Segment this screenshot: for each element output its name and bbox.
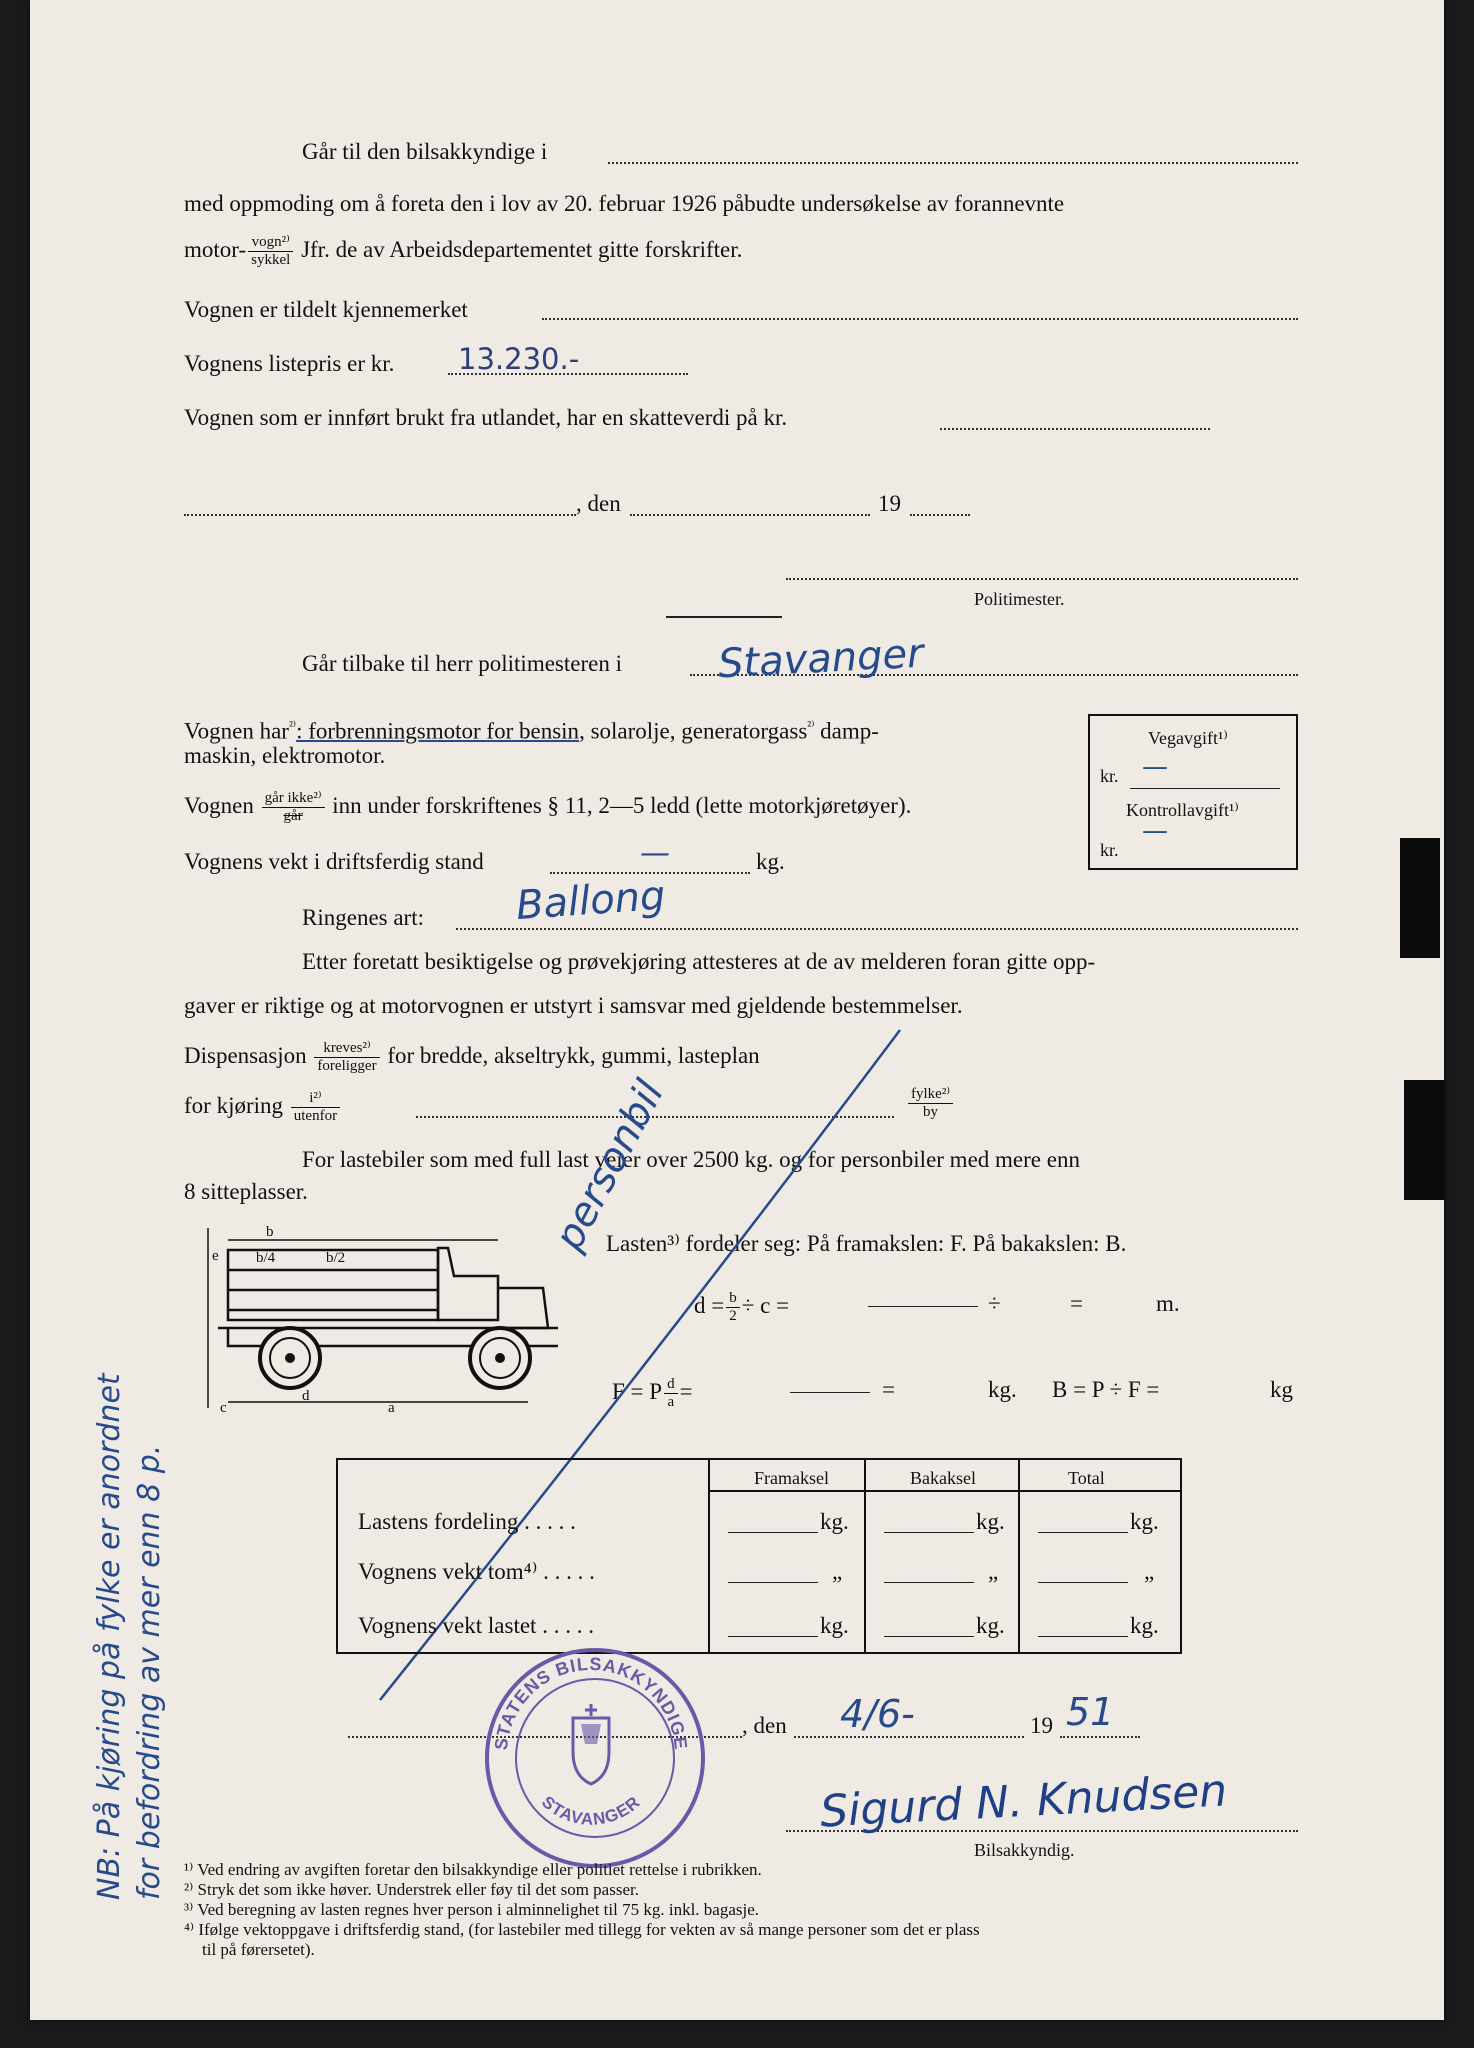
cell-2-0-unit: kg. — [820, 1613, 849, 1638]
vegavgift-field[interactable] — [1130, 788, 1280, 789]
gaar-til-label: Går til den bilsakkyndige i — [302, 139, 548, 164]
formula-d-unit: m. — [1156, 1291, 1180, 1316]
cell-2-0[interactable] — [728, 1636, 818, 1637]
formula-f-eq2: = — [882, 1377, 895, 1402]
fylke-num: fylke²⁾ — [908, 1086, 953, 1104]
ringenes-label: Ringenes art: — [302, 905, 424, 930]
oppmoding-text: med oppmoding om å foreta den i lov av 20. februar 1926 påbudte undersøkelse av forannevnte — [184, 191, 1065, 216]
year-field-2[interactable] — [1060, 1736, 1140, 1738]
ringenes-field[interactable] — [456, 928, 1298, 930]
har-other-options: , solarolje, generatorgass — [579, 718, 808, 744]
diagonal-note: personbil — [546, 1072, 674, 1258]
date-field-1[interactable] — [630, 514, 870, 516]
kr-label-2: kr. — [1100, 840, 1119, 860]
har-line-2: maskin, elektromotor. — [184, 743, 386, 768]
kjoring-label: for kjøring — [184, 1092, 284, 1118]
listepris-value: 13.230.- — [458, 342, 580, 376]
cell-2-2-unit: kg. — [1130, 1613, 1159, 1638]
kjoring-den: utenfor — [293, 1108, 338, 1124]
sykkel-den: sykkel — [251, 252, 291, 268]
cell-1-2-unit: „ — [1144, 1559, 1155, 1584]
signature: Sigurd N. Knudsen — [818, 1765, 1229, 1838]
formula-f-left: F = P — [612, 1378, 663, 1404]
footnote-4-cont: til på førersetet). — [202, 1940, 315, 1959]
cell-2-1-unit: kg. — [976, 1613, 1005, 1638]
lastebil-line-2: 8 sitteplasser. — [184, 1179, 308, 1204]
vekt-label: Vognens vekt i driftsferdig stand — [184, 849, 484, 874]
formula-f-num: d — [664, 1376, 678, 1394]
place-stavanger: Stavanger — [716, 630, 925, 688]
den-label-2: , den — [742, 1713, 787, 1738]
formula-d-2: 2 — [729, 1308, 737, 1324]
kjoring-line — [184, 1090, 342, 1125]
disp-label: Dispensasjon — [184, 1042, 307, 1068]
disp-num: kreves²⁾ — [314, 1040, 379, 1058]
vognen-har-line — [184, 712, 879, 746]
disp-rest: for bredde, akseltrykk, gummi, lasteplan — [387, 1042, 760, 1068]
vekt-kg: kg. — [756, 849, 785, 874]
cell-1-1[interactable] — [884, 1582, 974, 1583]
stamp-text — [485, 1648, 697, 1860]
cell-2-2[interactable] — [1038, 1636, 1128, 1637]
footnote-2: ²⁾ Stryk det som ikke høver. Understrek eller føy til det som passer. — [184, 1880, 639, 1899]
har-label: Vognen har — [184, 718, 289, 744]
place-field-1[interactable] — [184, 514, 576, 516]
col-divider-3 — [1018, 1460, 1020, 1652]
kjennemerke-label: Vognen er tildelt kjennemerket — [184, 297, 468, 322]
formula-f-eq: = — [679, 1378, 693, 1404]
form-page — [30, 0, 1444, 2020]
vegavgift-value: — — [1142, 752, 1168, 782]
footnote-1: ¹⁾ Ved endring av avgiften foretar den bilsakkyndige eller politiet rettelse i rubrikken. — [184, 1860, 762, 1879]
official-stamp — [485, 1648, 705, 1868]
dim-label-a: a — [388, 1400, 395, 1416]
kontrollavgift-value: — — [1142, 816, 1168, 846]
lasten-line: Lasten³⁾ fordeler seg: På framakslen: F. På bakakslen: B. — [606, 1231, 1127, 1256]
date-field-2[interactable] — [794, 1736, 1024, 1738]
formula-d-left: d = — [694, 1292, 725, 1318]
kjoring-fraction — [291, 1090, 340, 1125]
cell-0-0[interactable] — [728, 1532, 818, 1533]
dim-label-b-half: b/2 — [326, 1250, 346, 1266]
cell-0-0-unit: kg. — [820, 1509, 849, 1534]
truck-rear-wheel — [260, 1328, 320, 1388]
listepris-label: Vognens listepris er kr. — [184, 351, 395, 376]
den-label-1: , den — [576, 491, 621, 516]
row-lastens-fordeling: Lastens fordeling . . . . . — [358, 1509, 576, 1534]
fylke-den: by — [923, 1104, 938, 1120]
gaar-num: går ikke²⁾ — [262, 790, 325, 808]
separator-rule — [666, 616, 782, 618]
binder-clip-1 — [1400, 838, 1440, 958]
vognen-label: Vognen — [184, 792, 254, 818]
cell-1-0[interactable] — [728, 1582, 818, 1583]
formula-b: B = P ÷ F = — [1052, 1377, 1160, 1402]
stamp-bottom-text: STAVANGER — [537, 1792, 645, 1829]
formula-f-den: a — [667, 1394, 675, 1410]
cell-2-1[interactable] — [884, 1636, 974, 1637]
politimester-label: Politimester. — [974, 589, 1065, 609]
kjennemerke-field[interactable] — [542, 318, 1298, 320]
formula-d-b: b — [726, 1290, 740, 1308]
cell-1-0-unit: „ — [832, 1559, 843, 1584]
attest-line-2: gaver er riktige og at motorvognen er utstyrt i samsvar med gjeldende bestemmelser. — [184, 993, 963, 1018]
jfr-text: Jfr. de av Arbeidsdepartementet gitte forskrifter. — [301, 236, 743, 262]
gaar-fraction — [262, 790, 325, 825]
attest-line-1: Etter foretatt besiktigelse og prøvekjøring attesteres at de av melderen foran gitte opp- — [302, 949, 1096, 974]
har-selected-option: : forbrenningsmotor for bensin — [296, 718, 580, 744]
svg-text:STAVANGER — [538, 1792, 644, 1829]
cell-0-2[interactable] — [1038, 1532, 1128, 1533]
har-sup-2: ²⁾ — [807, 718, 815, 733]
vegavgift-label: Vegavgift¹⁾ — [1148, 728, 1228, 748]
header-framaksel: Framaksel — [754, 1468, 829, 1488]
gaar-line — [184, 790, 911, 825]
formula-d-div: ÷ — [988, 1291, 1001, 1316]
bilsakkyndig-label: Bilsakkyndig. — [974, 1840, 1075, 1860]
ringenes-value: Ballong — [514, 872, 667, 930]
footnote-3: ³⁾ Ved beregning av lasten regnes hver person i alminnelighet til 75 kg. inkl. bagasje. — [184, 1900, 760, 1919]
dim-label-d: d — [302, 1388, 310, 1404]
gaar-tilbake-label: Går tilbake til herr politimesteren i — [302, 651, 622, 676]
formula-f-kg: kg. — [988, 1377, 1017, 1402]
kontrollavgift-label: Kontrollavgift¹⁾ — [1126, 800, 1239, 820]
col-divider-2 — [864, 1460, 866, 1652]
cell-0-1[interactable] — [884, 1532, 974, 1533]
motor-prefix: motor- — [184, 236, 247, 262]
formula-b-kg: kg — [1270, 1377, 1293, 1402]
coat-of-arms-icon — [573, 1704, 609, 1784]
politimester-sign-field[interactable] — [786, 578, 1298, 580]
date-value: 4/6- — [840, 1692, 915, 1736]
disp-den: foreligger — [317, 1058, 377, 1074]
gaar-den: går — [283, 808, 303, 824]
binder-clip-2 — [1404, 1080, 1444, 1200]
skatteverdi-label: Vognen som er innført brukt fra utlandet, har en skatteverdi på kr. — [184, 405, 788, 430]
cell-0-2-unit: kg. — [1130, 1509, 1159, 1534]
header-total: Total — [1068, 1468, 1105, 1488]
weight-table — [336, 1458, 1182, 1654]
forskrift-text: inn under forskriftenes § 11, 2—5 ledd (lette motorkjøretøyer). — [332, 792, 912, 818]
har-tail: damp- — [814, 718, 879, 744]
lastebil-line-1: For lastebiler som med full last veier over 2500 kg. og for personbiler med mere enn — [302, 1147, 1080, 1172]
year-prefix-1: 19 — [878, 491, 901, 516]
row-vekt-lastet: Vognens vekt lastet . . . . . — [358, 1613, 594, 1638]
year-prefix-2: 19 — [1030, 1713, 1053, 1738]
cell-1-1-unit: „ — [988, 1559, 999, 1584]
avgift-box — [1088, 714, 1298, 870]
header-bakaksel: Bakaksel — [910, 1468, 976, 1488]
gaar-til-field[interactable] — [608, 162, 1298, 164]
motor-line — [184, 234, 742, 269]
formula-d-eq: = — [1070, 1291, 1083, 1316]
vogn-num: vogn²⁾ — [248, 234, 293, 252]
stamp-top-text: STATENS BILSAKKYNDIGE — [490, 1653, 692, 1752]
formula-d-right: ÷ c = — [741, 1292, 790, 1318]
year-field-1[interactable] — [910, 514, 970, 516]
cell-0-1-unit: kg. — [976, 1509, 1005, 1534]
year-suffix: 51 — [1066, 1690, 1115, 1734]
row-vekt-tom: Vognens vekt tom⁴⁾ . . . . . — [358, 1559, 595, 1584]
footnote-4: ⁴⁾ Ifølge vektoppgave i driftsferdig stand, (for lastebiler med tillegg for vekten av så mange personer som det er plass — [184, 1920, 980, 1939]
cell-1-2[interactable] — [1038, 1582, 1128, 1583]
dim-label-c: c — [220, 1400, 227, 1416]
har-sup: ²⁾ — [288, 718, 297, 733]
vekt-value: — — [640, 836, 670, 871]
kr-label-1: kr. — [1100, 766, 1119, 786]
dim-label-e: e — [212, 1248, 219, 1264]
vogn-sykkel-fraction — [248, 234, 293, 269]
col-divider-1 — [708, 1460, 710, 1652]
dim-label-b: b — [266, 1224, 274, 1240]
margin-note: NB: På kjøring på fylke er anordnet for befordring av mer enn 8 p. — [92, 1373, 167, 1900]
kjoring-num: i²⁾ — [291, 1090, 340, 1108]
skatteverdi-field[interactable] — [940, 428, 1210, 430]
dim-label-b-quarter: b/4 — [256, 1250, 276, 1266]
